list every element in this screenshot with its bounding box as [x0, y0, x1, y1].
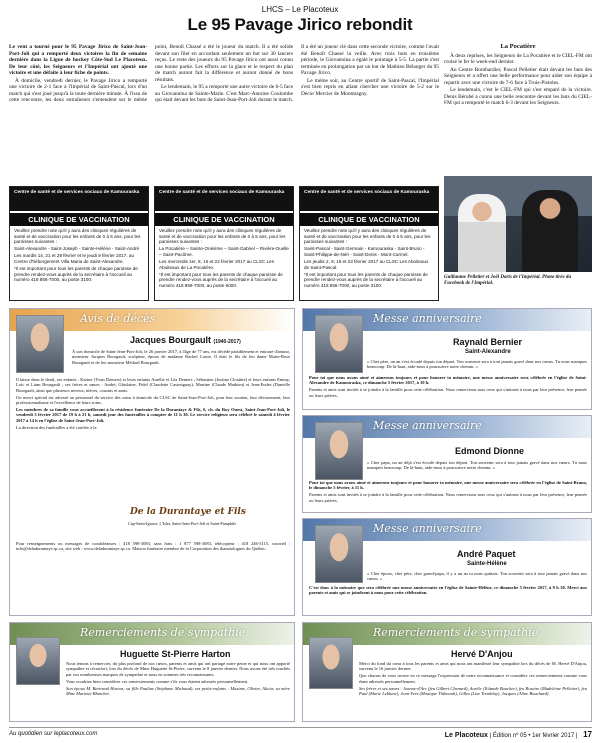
- section-tag: LHCS – Le Placoteux: [261, 5, 339, 14]
- portrait-photo: [16, 637, 60, 685]
- death-notice: [9, 308, 295, 616]
- notice-text: Son époux M. Bertrand Harton; sa fille Pauline (Stéphane Michaud), ses petits-enfants : Maxime, Olivier, Alicia; sa mère Mme Mariette Blanchet.: [66, 685, 290, 697]
- article-paragraph: À domicile, vendredi dernier, le Pavage Jirico a remporté une victoire de 2-1 face à l'Impérial de Saint-Pascal, lors d'un match qui s'est joué jusqu'à la toute dernière minute. À l'issu de cette rencontre, les deux entraîneurs s'entendent sur le même point, Benoît Chassé a été le joueur du match. Il a été solide devant son filet en accordant seulement un but sur 30 lancers reçus. Le reste des joueurs du 95 Pavage Jirico ont aussi connu une bonne partie. Les efforts sur la glace et le respect du plan de match auront fait la différence et auront donné de bons résultats.: [9, 44, 293, 103]
- portrait-photo: [16, 315, 64, 373]
- page-footer: [9, 727, 592, 739]
- notice-name: Jacques Bourgault (1940-2017): [130, 335, 241, 345]
- ad-title: CLINIQUE DE VACCINATION: [155, 212, 293, 226]
- notice-text: Parents et amis sont invités à se joindre à la famille pour cette célébration. Nous remercions tous ceux qui s'uniront à nous par leur présence, leur pensée ou leurs prières.: [309, 387, 587, 398]
- ad-places: Saint-Pascal - Saint-Germain - Kamouraska - Saint-Bruno - Saint-Philippe-de-Néri - Saint-Denis - Mont-Carmel.: [304, 246, 425, 257]
- notice-text: Pour toi que nous avons aimé et aimerons toujours et pour honorer ta mémoire, une messe anniversaire sera célébrée en l'église de Saint-Bruno, le dimanche 5 février, à 11 h.: [309, 480, 587, 491]
- sidebar-paragraph: À deux reprises, les Seigneurs de La Pocatière et le CIEL-FM ont croisé le fer le week-end dernier.: [444, 52, 592, 65]
- vaccination-ad: [9, 186, 149, 301]
- notice-text: Nous tenons à remercier, du plus profond de nos cœurs, parents et amis qui ont partagé notre peine et qui nous ont apporté sympathie et réconfort, lors du décès de Mme Huguette St-Pierre, survenu le 8 janvier dernier. Nous avons été très touchés par vos nombreuses marques de sympathie et nous en sommes très reconnaissants.: [66, 661, 290, 677]
- portrait-photo: [309, 637, 353, 689]
- notice-place: Sainte-Hélène: [467, 561, 507, 567]
- notice-banner-title: Messe anniversaire: [373, 312, 482, 325]
- notice-text: C'est donc à la mémoire que sera célébrée une messe anniversaire en l'église de Sainte-Hélène, ce dimanche 5 février 2017, à 9 h 30. Merci aux parents et amis qui se joindront à nous pour cette célébration.: [309, 585, 587, 596]
- anniversary-notice: [302, 518, 592, 616]
- ad-places: La Pocatière – Sainte-Onésime – Saint-Gabriel – Rivière-Ouelle – Saint-Pacôme.: [159, 246, 289, 257]
- footer-brand: Le Placoteux: [444, 732, 488, 739]
- footer-edition-text: | Édition nº 05 • 1er février 2017 |: [489, 733, 578, 739]
- notice-name: Edmond Dionne: [455, 446, 524, 456]
- notice-name: Huguette St-Pierre Harton: [120, 649, 231, 659]
- hockey-photo: [444, 176, 592, 272]
- notice-text: Vous voudriez bien considérer ces remerciements comme s'ils vous étaient adressés personnellement.: [66, 678, 249, 684]
- funeral-home-sub: Cap-Saint-Ignace, L'Islet, Saint-Jean-Port-Joli et Saint-Pamphile: [128, 521, 237, 526]
- ad-title: CLINIQUE DE VACCINATION: [10, 212, 148, 226]
- notice-text: Que chacun de vous trouve en ce message l'expression de notre reconnaissance et considère ces remerciements comme vous étant adressés personnellement.: [359, 673, 587, 684]
- notice-name: André Paquet: [457, 549, 516, 559]
- ad-intro: Veuillez prendre note qu'il y aura des cliniques régulières de santé et de vaccination pour les enfants de 0 à 5 ans, pour les paroisses suivantes :: [14, 228, 141, 245]
- notice-name: Raynald Bernier: [453, 337, 523, 347]
- photo-caption: Guillaume Pelletier et Joël Daris de l'Impérial. Photo tirée du Facebook de l'Impérial.: [444, 275, 572, 286]
- funeral-home-logo: De la Durantaye et Fils: [130, 507, 246, 517]
- notice-contact: Pour renseignements ou messages de condoléances : 418 598-3083, sans frais : 1 877 598-3083, télécopieur : 418 246-5115, courriel : info@deladurantaye.qc.ca, site web : www.deladurantaye.qc.ca. Maison funéraire membre de la Corporation des thanatologues du Québec.: [16, 541, 290, 552]
- footer-edition: [445, 730, 592, 739]
- notice-quote: « Cher père, un an s'est écoulé depuis ton départ. Ton souvenir sera à tout jamais gravé dans nos cœurs. Tu nous manques beaucoup. De là-haut, aide-nous à poursuivre notre chemin. »: [367, 359, 587, 370]
- notice-text: À son domicile de Saint-Jean-Port-Joli, le 26 janvier 2017, à l'âge de 77 ans, est décédé paisiblement et entouré d'amour, monsieur Jacques Bourgault, sculpteur, époux de madame Rachel Caron. Il était le fils de feu dame Marie-Rose Bourgault et de feu monsieur Médard Bourgault.: [72, 349, 290, 365]
- sidebar-paragraph: Au Centre Bombardier, Pascal Pelletier était devant les buts des Seigneurs et a offert une belle performance pour aider son équipe à repartir avec une victoire de 7-6 face à Trois-Pistoles.: [444, 66, 592, 86]
- notice-banner-title: Messe anniversaire: [373, 419, 482, 432]
- ad-dates: Les mardis 14, 21 et 28 février et le jeudi 9 février 2017, au Centre d'hébergement Villa Maria de Saint-Alexandre.: [14, 253, 135, 264]
- thanks-notice: [302, 622, 592, 722]
- portrait-photo: [315, 525, 363, 583]
- article-paragraph: Le même soir, au Centre sportif de Saint-Pascal, l'Impérial s'est bien repris en allant chercher une victoire de 5-2 sur le Décor Mercier de Montmagny.: [301, 77, 439, 97]
- notice-text: Il laisse dans le deuil, ses enfants : Karine (Yvan Demers) et leurs enfants Aurélie et Léa Demers ; Sébastien (Justine Clouâtre) et leurs enfants Emmy, Loïc et Liam Bourgault ; ses frères et sœurs : André, Ghislaine, Fidel (Claudette Castonguay), Martine (Claude Mathieu) et Jean-Eudes (Danielle Bourgault, ainsi que plusieurs neveux, nièces, cousins et amis.: [16, 377, 290, 393]
- notice-name: Hervé D'Anjou: [451, 649, 513, 659]
- notice-banner-title: Messe anniversaire: [373, 522, 482, 535]
- notice-text: Un merci spécial est adressé au personnel du service des soins à domicile du CLSC de Saint-Jean-Port-Joli, pour leur soutien, leur dévouement, leur professionnalisme et l'excellence de leurs soins.: [16, 394, 290, 406]
- ad-org: Centre de santé et de services sociaux de Kamouraska: [300, 187, 438, 211]
- ad-title: CLINIQUE DE VACCINATION: [300, 212, 438, 226]
- notice-text: La direction des funérailles a été confiée à la: [16, 424, 97, 430]
- notice-banner-title: Avis de décès: [80, 312, 156, 325]
- sidebar-paragraph: Le lendemain, c'est le CIEL-FM qui s'est emparé de la victoire. Denis Bérubé a connu une belle rencontre devant les buts du CIEL-FM qui a remporté le match 6-3 devant les Seigneurs.: [444, 87, 592, 106]
- headline: Le 95 Pavage Jirico rebondit: [187, 15, 413, 34]
- article-paragraph: Le lendemain, le 95 a remporté une autre victoire de 6-5 face au Giovannina de Sainte-Marie. C'est Marc-Antoine Coulombe qui était devant les buts de Saint-Jean-Port-Joli durant le match. Il a été un joueur clé dans cette seconde victoire, comme l'avait été Benoît Chassé la veille. Avec trois buts en troisième période, le Giovannina a égalé le pointage à 5-5. La partie s'est terminée en prolongation par un but de Mathieu Bélanger du 95 Pavage Jirico.: [155, 44, 439, 103]
- main-article: [9, 44, 439, 184]
- page-number: 17: [583, 730, 592, 739]
- ad-note: *Il est important pour tous les parents de chaque paroisse de prendre rendez-vous auprès de la secrétaire à l'accueil au numéro 418 856-7000, au poste 3100.: [304, 271, 428, 288]
- ad-org: Centre de santé et de services sociaux de Kamouraska: [10, 187, 148, 211]
- ad-places: Saint-Alexandre - Saint-Joseph - Sainte-Hélène - Saint-André: [14, 246, 140, 252]
- thanks-notice: [9, 622, 295, 722]
- vaccination-ad: [299, 186, 439, 301]
- notice-text: Ses frères et ses sœurs : Jeanne-d'Arc (feu Gilbert Chenard), Aurèle (Yolande Boucher), feu Rosaire (Madeleine Pelletier), feu Paul (Marie Leblanc), Jean-Yves (Monique Thibeault), Gilles (Lise Tremblay), Jacques (Aline Bouchard).: [359, 685, 587, 697]
- notice-place: Saint-Alexandre: [465, 349, 511, 355]
- ad-dates: Les mercredis 1er, 8, 15 et 22 février 2017 au CLSC Les Aboiteaux de La Pocatière.: [159, 258, 274, 270]
- ad-org: Centre de santé et de services sociaux de Kamouraska: [155, 187, 293, 211]
- notice-banner-title: Remerciements de sympathie: [373, 626, 539, 639]
- ad-intro: Veuillez prendre note qu'il y aura des cliniques régulières de santé et de vaccination pour les enfants de 0 à 5 ans, pour les paroisses suivantes :: [304, 228, 431, 245]
- notice-text: Merci du fond du cœur à tous les parents et amis qui nous ont manifesté leur sympathie lors du décès de M. Hervé D'Anjou, survenu le 16 janvier dernier.: [359, 661, 587, 672]
- notice-quote: « Cher papa, un an déjà s'est écoulé depuis ton départ. Ton souvenir sera à tout jamais gravé dans nos cœurs. Tu nous manques beaucoup. De là-haut, aide-nous à poursuivre notre chemin. »: [367, 460, 587, 471]
- ad-dates: Les jeudis 2, 9, 16 et 23 février 2017 au CLSC Les Aboiteaux de Saint-Pascal.: [304, 258, 429, 270]
- anniversary-notice: [302, 415, 592, 513]
- portrait-photo: [315, 315, 363, 373]
- article-lead: Le vent a tourné pour le 95 Pavage Jirico de Saint-Jean-Port-Joli qui a remporté deux victoires la fin de semaine dernière dans la Ligue de hockey Côte-Sud Le Placoteux. De leur côté, les Seigneurs et l'Impérial ont ajouté une victoire et une défaite à leur fiche de points.: [9, 44, 147, 76]
- notice-quote: « Cher époux, cher père, cher grand-papa, il y a un an tu nous quittais. Ton souvenir sera à tout jamais gravé dans nos cœurs. »: [367, 571, 587, 582]
- notice-text: Les membres de sa famille vous accueilleront à la résidence funéraire De la Durantaye & Fils, 6, ch. du Roy Ouest, Saint-Jean-Port-Joli, le vendredi 3 février 2017 de 19 h à 21 h, samedi jour des funérailles à compter de 11 h 30. Le service religieux sera célébré le samedi 4 février 2017 à 14 h en l'église de Saint-Jean-Port-Joli.: [16, 407, 290, 423]
- notice-text: Pour toi que nous avons aimé et aimerons toujours et pour honorer ta mémoire, une messe anniversaire sera célébrée en l'église de Saint-Alexandre de Kamouraska, ce dimanche 5 février 2017, à 10 h.: [309, 375, 587, 386]
- vaccination-ad: [154, 186, 294, 301]
- ad-note: *Il est important pour tous les parents de chaque paroisse de prendre rendez-vous auprès de la secrétaire à l'accueil au numéro 418 856-7000, au poste 3100.: [14, 266, 138, 283]
- ad-intro: Veuillez prendre note qu'il y aura des cliniques régulières de santé et de vaccination pour les enfants de 0 à 5 ans, pour les paroisses suivantes :: [159, 228, 286, 245]
- anniversary-notice: [302, 308, 592, 410]
- portrait-photo: [315, 422, 363, 480]
- notice-banner-title: Remerciements de sympathie: [80, 626, 246, 639]
- sidebar-article: [444, 44, 592, 108]
- notice-text: Parents et amis sont invités à se joindre à la famille pour cette célébration. Nous remercions tous ceux qui s'uniront à nous par leur présence, leur pensée ou leurs prières.: [309, 492, 587, 503]
- footer-tagline: Au quotidien sur leplacoteux.com: [9, 731, 98, 737]
- ad-note: *Il est important pour tous les parents de chaque paroisse de prendre rendez-vous auprès de la secrétaire à l'accueil au numéro 418 856-7000, au poste 6000.: [159, 271, 283, 288]
- sidebar-title: La Pocatière: [500, 43, 536, 50]
